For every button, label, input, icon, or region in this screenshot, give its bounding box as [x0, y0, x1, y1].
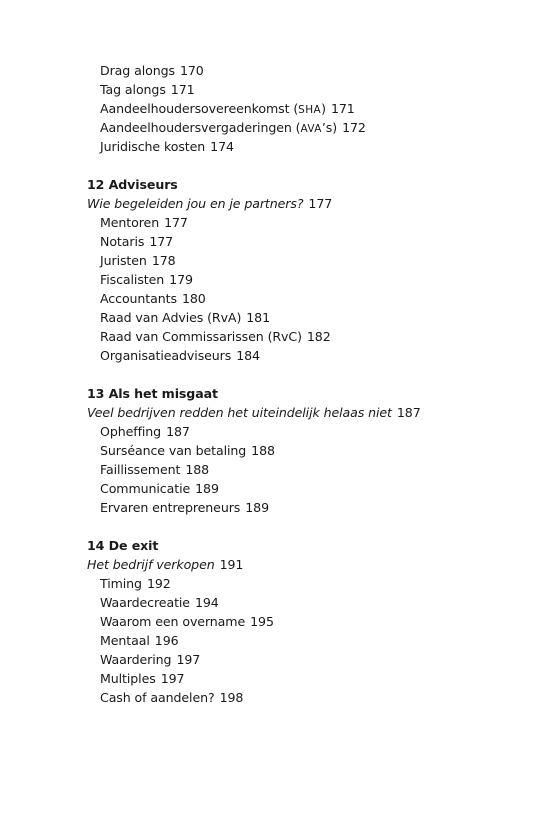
toc-entry — [100, 213, 188, 232]
chapter-subtitle-page: 177 — [308, 196, 333, 211]
toc-entry-title: Surséance van betaling — [100, 443, 247, 458]
toc-entry — [100, 479, 219, 498]
toc-entry-title: Tag alongs — [100, 82, 166, 97]
toc-entry-title: Accountants — [100, 291, 177, 306]
chapter-subtitle-text: Wie begeleiden jou en je partners? — [87, 196, 304, 211]
toc-entry-page: 184 — [236, 348, 260, 363]
toc-entry — [100, 688, 243, 707]
toc-entry — [100, 498, 269, 517]
toc-entry-page: 188 — [185, 462, 210, 477]
toc-entry — [100, 289, 206, 308]
toc-entry-title: Timing — [100, 576, 142, 591]
toc-entry-title — [100, 101, 326, 116]
toc-entry — [100, 270, 193, 289]
toc-entry — [100, 232, 173, 251]
toc-entry-title: Fiscalisten — [100, 272, 165, 287]
toc-entry-title-part: ) — [321, 101, 326, 116]
toc-entry-title: Communicatie — [100, 481, 191, 496]
toc-entry-title: Raad van Commissarissen (RvC) — [100, 329, 302, 344]
toc-entry — [100, 308, 270, 327]
chapter-subtitle-page: 191 — [219, 557, 244, 572]
chapter-heading: 12 Adviseurs — [87, 177, 178, 192]
toc-entry — [100, 612, 274, 631]
toc-entry-page: 182 — [306, 329, 331, 344]
toc-entry-title-part: ’s) — [321, 120, 338, 135]
chapter-heading: 13 Als het misgaat — [87, 386, 218, 401]
toc-entry — [100, 251, 176, 270]
toc-entry-page: 172 — [342, 120, 366, 135]
toc-entry-page: 174 — [210, 139, 234, 154]
toc-entry-page: 181 — [246, 310, 271, 325]
toc-entry-page: 188 — [251, 443, 275, 458]
toc-entry — [100, 346, 260, 365]
toc-entry — [100, 422, 190, 441]
toc-entry — [100, 593, 219, 612]
toc-entry-page: 171 — [330, 101, 355, 116]
toc-entry-title — [100, 120, 337, 135]
toc-entry — [100, 118, 366, 139]
toc-entry — [100, 441, 275, 460]
toc-entry-title: Mentaal — [100, 633, 150, 648]
toc-entry — [100, 574, 171, 593]
toc-entry-page: 197 — [176, 652, 201, 667]
toc-entry-title: Opheffing — [100, 424, 162, 439]
chapter-subtitle — [87, 194, 332, 213]
toc-entry-page: 177 — [164, 215, 188, 230]
toc-entry-title-part: Aandeelhoudersovereenkomst ( — [100, 101, 299, 116]
toc-entry-title: Waardering — [100, 652, 172, 667]
toc-entry-page: 177 — [149, 234, 174, 249]
chapter-subtitle-text: Het bedrijf verkopen — [87, 557, 215, 572]
toc-entry-page: 189 — [195, 481, 219, 496]
toc-entry-page: 179 — [169, 272, 193, 287]
toc-entry-title: Ervaren entrepreneurs — [100, 500, 241, 515]
toc-entry-title-smallcaps: SHA — [298, 104, 322, 116]
chapter-heading: 14 De exit — [87, 538, 159, 553]
toc-entry-page: 198 — [219, 690, 244, 705]
toc-entry-title: Cash of aandelen? — [100, 690, 215, 705]
toc-entry — [100, 327, 331, 346]
chapter-subtitle-page: 187 — [396, 405, 421, 420]
toc-entry — [100, 80, 195, 99]
toc-entry-title: Faillissement — [100, 462, 181, 477]
toc-entry-title-part: Aandeelhoudersvergaderingen ( — [100, 120, 301, 135]
toc-entry-title: Notaris — [100, 234, 145, 249]
toc-entry-page: 194 — [194, 595, 219, 610]
toc-entry — [100, 669, 184, 688]
chapter-subtitle-text: Veel bedrijven redden het uiteindelijk helaas niet — [87, 405, 392, 420]
toc-entry — [100, 137, 234, 156]
toc-entry-page: 187 — [166, 424, 190, 439]
chapter-subtitle — [87, 403, 421, 422]
toc-entry — [100, 61, 204, 80]
toc-entry — [100, 99, 355, 120]
toc-entry — [100, 650, 200, 669]
toc-entry — [100, 631, 179, 650]
toc-entry-page: 170 — [179, 63, 204, 78]
toc-entry-page: 171 — [170, 82, 195, 97]
toc-entry-title: Raad van Advies (RvA) — [100, 310, 242, 325]
toc-entry-title: Drag alongs — [100, 63, 175, 78]
toc-entry-title-smallcaps: AVA — [300, 123, 322, 135]
toc-entry-page: 196 — [154, 633, 179, 648]
toc-entry — [100, 460, 209, 479]
toc-entry-title: Mentoren — [100, 215, 160, 230]
toc-entry-page: 178 — [151, 253, 176, 268]
chapter-subtitle — [87, 555, 243, 574]
toc-entry-title: Waardecreatie — [100, 595, 190, 610]
toc-entry-page: 195 — [250, 614, 274, 629]
toc-entry-title: Waarom een overname — [100, 614, 246, 629]
toc-entry-title: Juridische kosten — [100, 139, 206, 154]
toc-entry-title: Organisatieadviseurs — [100, 348, 232, 363]
toc-entry-page: 189 — [245, 500, 269, 515]
toc-entry-page: 180 — [181, 291, 206, 306]
toc-entry-page: 192 — [146, 576, 171, 591]
toc-entry-title: Multiples — [100, 671, 156, 686]
toc-entry-title: Juristen — [100, 253, 147, 268]
toc-entry-page: 197 — [160, 671, 185, 686]
